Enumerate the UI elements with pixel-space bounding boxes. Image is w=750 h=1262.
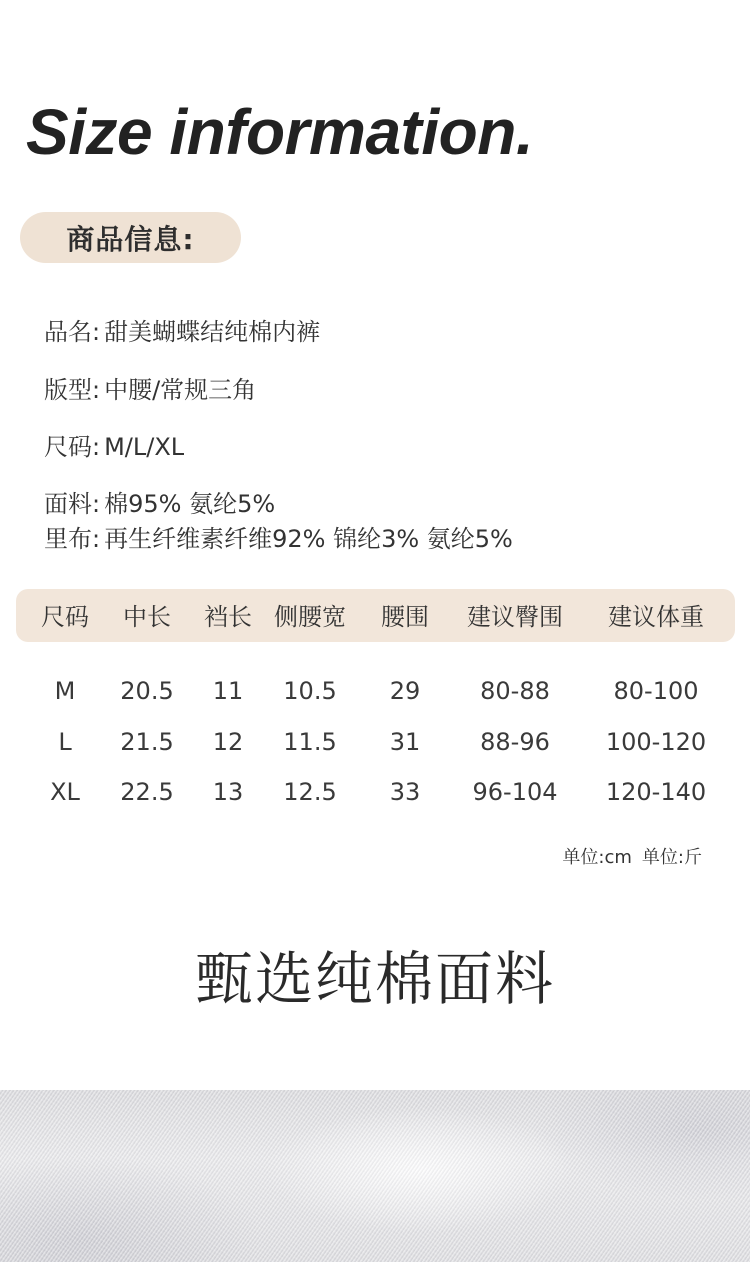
table-cell: 100-120 <box>605 728 707 756</box>
table-cell: 29 <box>389 677 421 705</box>
info-row-fit <box>44 378 256 402</box>
table-cell: L <box>58 728 72 756</box>
size-table-header <box>16 589 735 642</box>
info-row-name <box>44 320 320 344</box>
table-cell: 22.5 <box>120 778 174 806</box>
info-label: 面料: <box>44 490 101 518</box>
table-cell: 96-104 <box>472 778 558 806</box>
info-value: 中腰/常规三角 <box>104 376 257 404</box>
fabric-texture-photo <box>0 1090 750 1262</box>
info-value: M/L/XL <box>104 433 185 461</box>
headline: Size information. <box>26 96 534 168</box>
table-cell: XL <box>50 778 80 806</box>
feature-title: 甄选纯棉面料 <box>194 945 555 1013</box>
info-label: 品名: <box>44 318 101 346</box>
table-cell: 12 <box>212 728 244 756</box>
info-label: 尺码: <box>44 433 101 461</box>
table-cell: 13 <box>212 778 244 806</box>
info-row-sizes <box>44 435 184 459</box>
table-cell: 31 <box>389 728 421 756</box>
info-label: 里布: <box>44 525 101 553</box>
unit-note-cm: 单位:cm <box>562 847 632 868</box>
header-crotch: 裆长 <box>204 603 252 631</box>
table-cell: 88-96 <box>480 728 550 756</box>
table-cell: 11 <box>212 677 244 705</box>
info-row-lining <box>44 527 513 551</box>
table-cell: 12.5 <box>283 778 337 806</box>
table-cell: 120-140 <box>605 778 707 806</box>
table-cell: M <box>54 677 76 705</box>
header-hip: 建议臀围 <box>467 603 563 631</box>
info-value: 再生纤维素纤维92% 锦纶3% 氨纶5% <box>104 525 513 553</box>
header-weight: 建议体重 <box>608 603 704 631</box>
header-waist: 腰围 <box>381 603 429 631</box>
header-length: 中长 <box>123 603 171 631</box>
table-cell: 11.5 <box>283 728 337 756</box>
table-cell: 10.5 <box>283 677 337 705</box>
info-value: 甜美蝴蝶结纯棉内裤 <box>104 318 321 346</box>
product-info-label-pill <box>20 212 241 263</box>
table-cell: 80-88 <box>480 677 550 705</box>
table-cell: 21.5 <box>120 728 174 756</box>
table-cell: 33 <box>389 778 421 806</box>
table-cell: 80-100 <box>613 677 699 705</box>
info-value: 棉95% 氨纶5% <box>104 490 276 518</box>
header-side-waist: 侧腰宽 <box>274 603 346 631</box>
unit-notes <box>562 843 702 869</box>
product-info-label: 商品信息: <box>66 222 195 256</box>
info-label: 版型: <box>44 376 101 404</box>
table-cell: 20.5 <box>120 677 174 705</box>
header-size: 尺码 <box>41 603 89 631</box>
unit-note-jin: 单位:斤 <box>641 847 702 868</box>
info-row-fabric <box>44 492 275 516</box>
